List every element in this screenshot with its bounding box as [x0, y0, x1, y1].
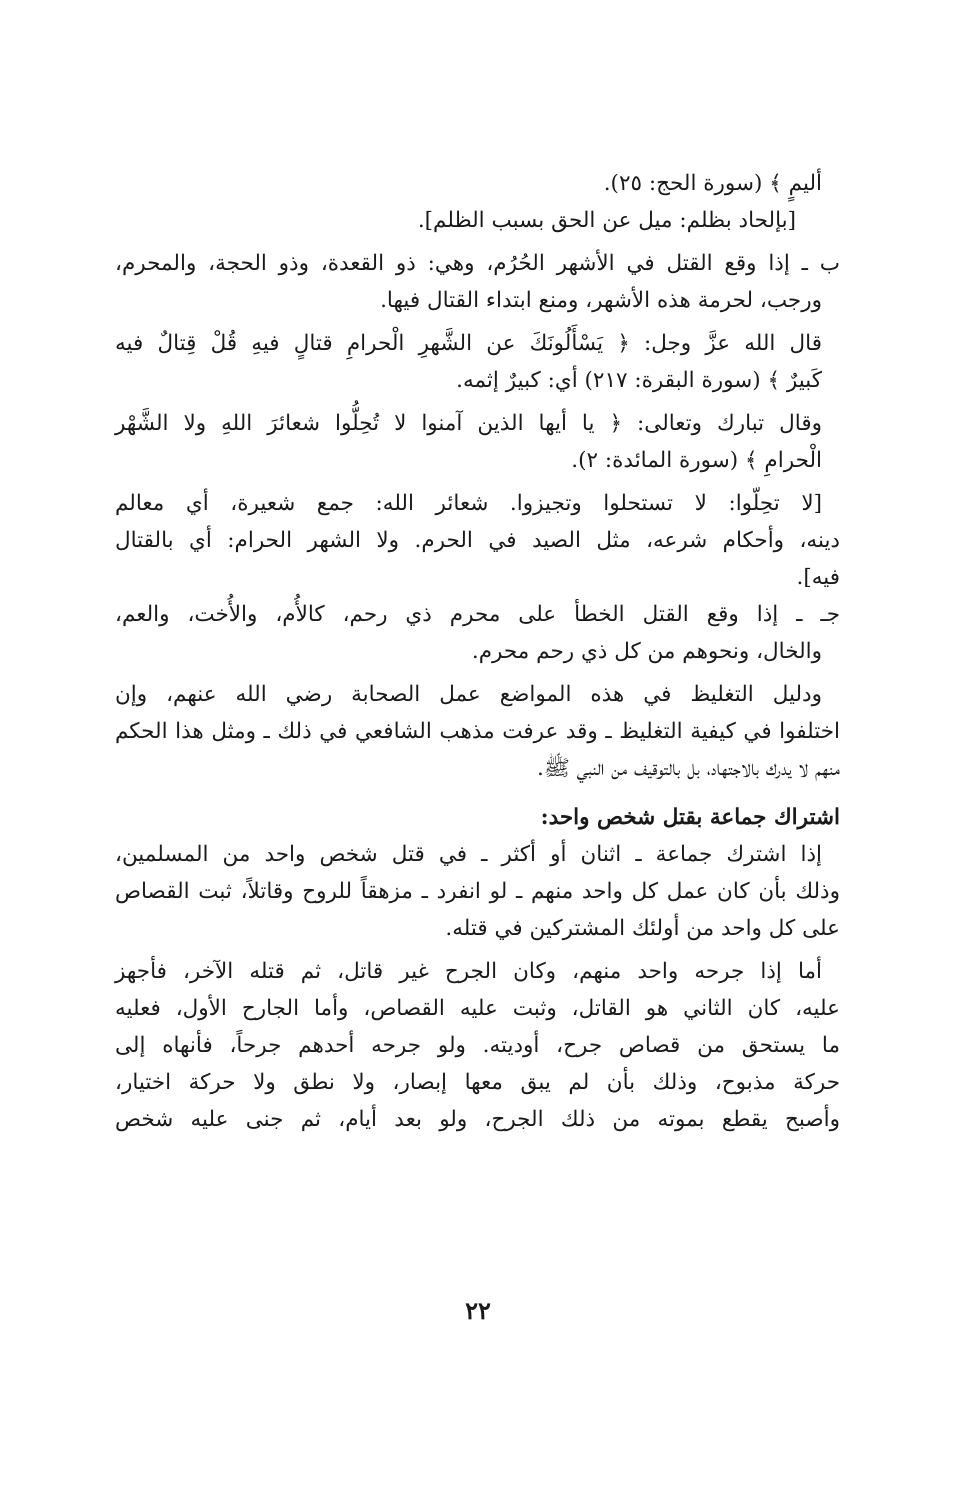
text-line: [بإلحاد بظلم: ميل عن الحق بسبب الظلم]. — [417, 208, 796, 233]
paragraph-line: اختلفوا في كيفية التغليظ ـ وقد عرفت مذهب الشافعي في ذلك ـ ومثل هذا الحكم — [115, 719, 840, 744]
gloss-line: دينه، وأحكام شرعه، مثل الصيد في الحرم. ولا الشهر الحرام: أي بالقتال — [115, 528, 840, 553]
gloss-line: [لا تحِلّوا: لا تستحلوا وتجيزوا. شعائر الله: جمع شعيرة، أي معالم — [115, 491, 822, 516]
page-number: ٢٢ — [465, 1296, 491, 1325]
paragraph-line: وذلك بأن كان عمل كل واحد منهم ـ لو انفرد ـ مزهقاً للروح وقاتلاً، ثبت القصاص — [115, 879, 840, 904]
page-body — [115, 165, 840, 1138]
quran-verse-line: وقال تبارك وتعالى: ﴿ يا أيها الذين آمنوا لا تُحِلُّوا شعائرَ اللهِ ولا الشَّهْر — [115, 411, 822, 436]
paragraph-line: عليه، كان الثاني هو القاتل، وثبت عليه القصاص، وأما الجارح الأول، فعليه — [115, 996, 840, 1021]
gloss-line: فيه]. — [796, 565, 840, 590]
paragraph-line: على كل واحد من أولئك المشتركين في قتله. — [445, 916, 840, 941]
quran-verse-line: كَبيرٌ ﴾ (سورة البقرة: ٢١٧) أي: كبيرٌ إثمه. — [456, 368, 822, 393]
paragraph-line: منهم لا يدرك بالاجتهاد، بل بالتوقيف من النبي ﷺ. — [536, 756, 840, 781]
list-item-jim: جـ ـ إذا وقع القتل الخطأ على محرم ذي رحم، كالأُم، والأُخت، والعم، — [115, 602, 840, 627]
paragraph-line: أما إذا جرحه واحد منهم، وكان الجرح غير قاتل، ثم قتله الآخر، فأجهز — [115, 959, 822, 984]
paragraph-line: ودليل التغليظ في هذه المواضع عمل الصحابة رضي الله عنهم، وإن — [115, 682, 822, 707]
paragraph-line: إذا اشترك جماعة ـ اثنان أو أكثر ـ في قتل شخص واحد من المسلمين، — [115, 842, 822, 867]
list-item-ba: ب ـ إذا وقع القتل في الأشهر الحُرُم، وهي: ذو القعدة، وذو الحجة، والمحرم، — [115, 251, 840, 276]
quran-verse-line: قال الله عزَّ وجل: ﴿ يَسْأَلُونَكَ عن الشَّهرِ الْحرامِ قتالٍ فيهِ قُلْ قِتالٌ فيه — [115, 331, 822, 356]
quran-verse-line: الْحرامِ ﴾ (سورة المائدة: ٢). — [571, 448, 822, 473]
paragraph-line: وأصبح يقطع بموته من ذلك الجرح، ولو بعد أيام، ثم جنى عليه شخص — [115, 1107, 840, 1132]
paragraph-line: حركة مذبوح، وذلك بأن لم يبق معها إبصار، ولا نطق ولا حركة اختيار، — [115, 1070, 840, 1095]
paragraph-line: ما يستحق من قصاص جرح، أوديته. ولو جرحه أحدهم جرحاً، فأنهاه إلى — [115, 1033, 840, 1058]
section-heading: اشتراك جماعة بقتل شخص واحد: — [540, 805, 840, 830]
text-line: ورجب، لحرمة هذه الأشهر، ومنع ابتداء القتال فيها. — [380, 288, 822, 313]
text-line: والخال، ونحوهم من كل ذي رحم محرم. — [471, 639, 822, 664]
text-line: أليمٍ ﴾ (سورة الحج: ٢٥). — [603, 171, 822, 196]
